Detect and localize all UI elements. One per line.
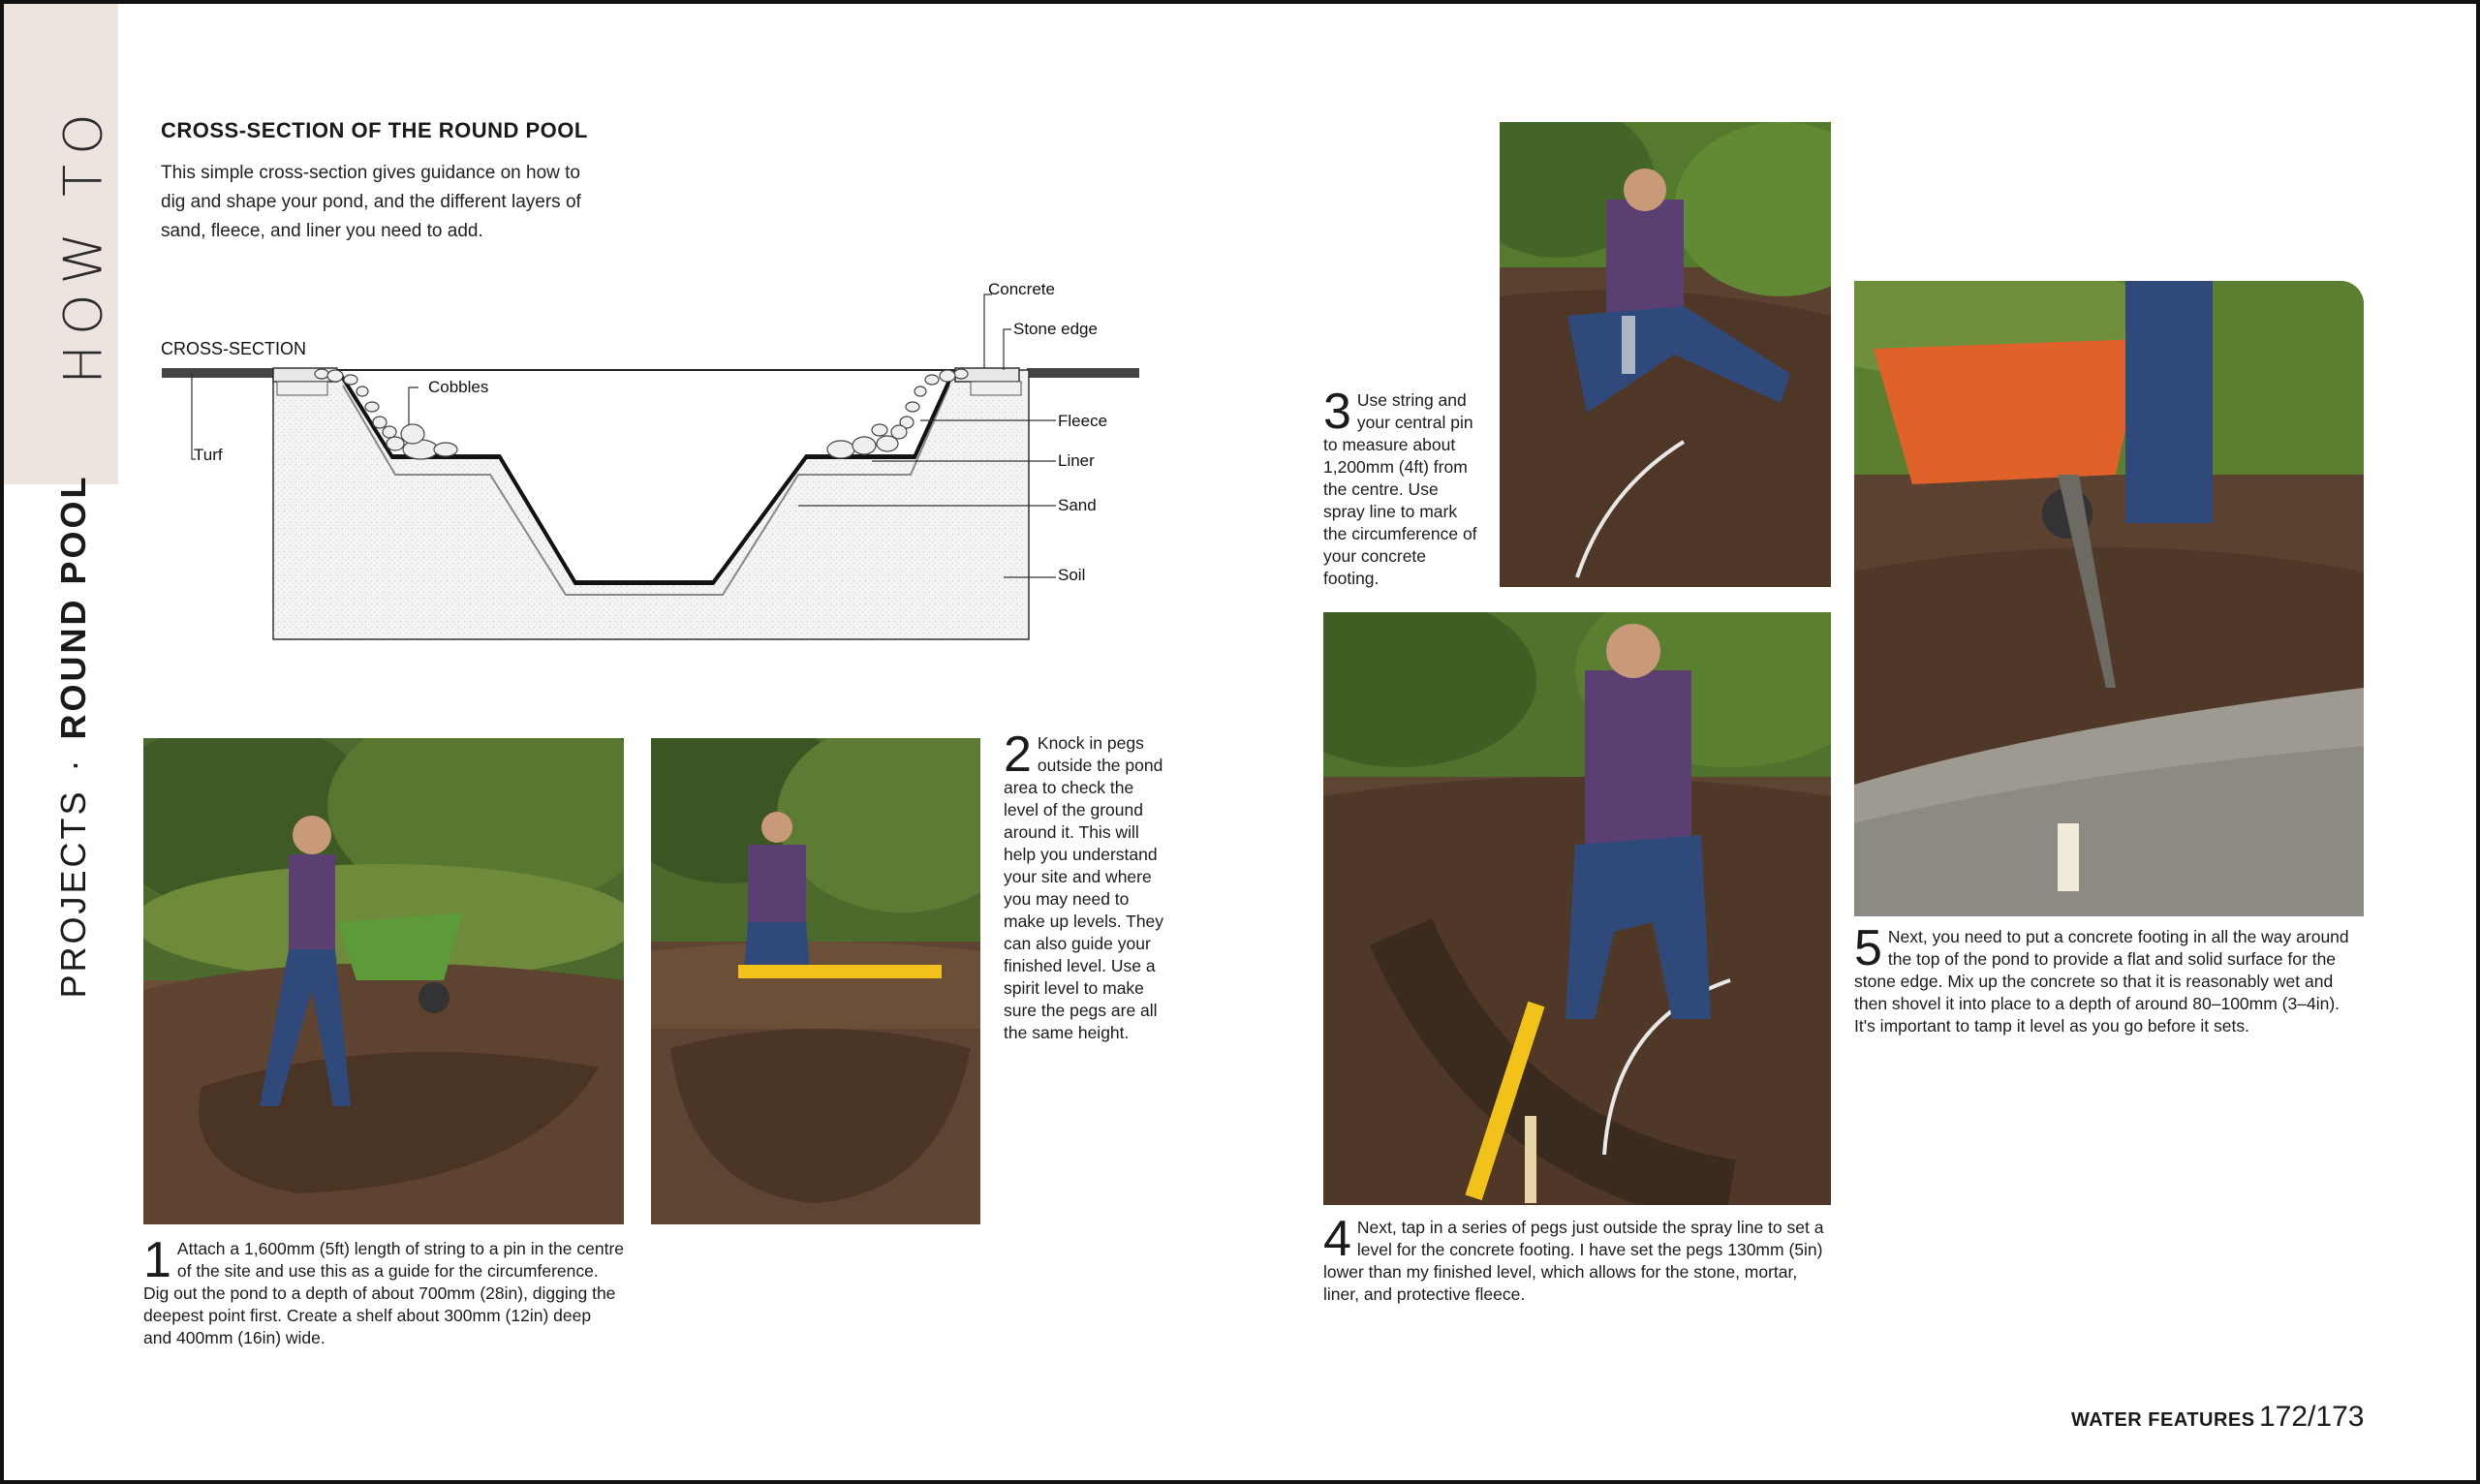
label-sand: Sand — [1058, 496, 1097, 514]
diagram-title: CROSS-SECTION — [161, 339, 307, 358]
label-soil: Soil — [1058, 566, 1086, 584]
step-number-1: 1 — [143, 1232, 171, 1288]
cross-section-diagram — [155, 271, 1162, 649]
turf-right — [1027, 368, 1139, 378]
photo-step-2 — [651, 738, 980, 1224]
step-text-2: Knock in pegs outside the pond area to check the level of the ground around it. This will help you understand your site and where you may need to make up levels. They can also guide your finished level. Use a spirit level to make sure the pegs are all the same height. — [1004, 733, 1164, 1042]
running-section: PROJECTS — [53, 788, 93, 999]
label-turf: Turf — [194, 446, 223, 464]
running-title: ROUND POOL — [53, 474, 93, 740]
caption-step-3 — [1323, 384, 1478, 590]
running-separator: · — [53, 757, 93, 772]
caption-step-5 — [1854, 920, 2364, 1037]
footer-section-label: WATER FEATURES — [2071, 1409, 2255, 1431]
caption-step-2 — [1004, 727, 1166, 1044]
label-fleece: Fleece — [1058, 412, 1108, 430]
running-head — [53, 474, 94, 998]
photo-step-5 — [1854, 281, 2364, 916]
step-text-1: Attach a 1,600mm (5ft) length of string to a pin in the centre of the site and use this as a guide for the circumference. Dig out the pond to a depth of about 700mm (28in), digging the deepest point first. Create a shelf about 300mm (12in) deep and 400mm (16in) wide. — [143, 1239, 625, 1347]
label-stone-edge: Stone edge — [1013, 320, 1098, 338]
photo-step-1 — [143, 738, 624, 1224]
page-numbers: 172/173 — [2259, 1401, 2365, 1433]
step-text-3: Use string and your central pin to measure about 1,200mm (4ft) from the centre. Use spray line to mark the circumference of your concrete footing. — [1323, 390, 1477, 588]
label-liner: Liner — [1058, 451, 1095, 470]
step-number-4: 4 — [1323, 1211, 1351, 1267]
step-text-5: Next, you need to put a concrete footing in all the way around the top of the pond to provide a flat and solid surface for the stone edge. Mix up the concrete so that it is reasonably wet and then shovel it into place to a depth of around 80–100mm (3–4in). It's important to tamp it level as you go before it sets. — [1854, 927, 2349, 1036]
step-number-3: 3 — [1323, 384, 1351, 440]
photo-step-4 — [1323, 612, 1831, 1205]
caption-step-4 — [1323, 1211, 1831, 1306]
label-cobbles: Cobbles — [428, 378, 489, 396]
footing-left — [277, 382, 327, 395]
how-to-label: HOW TO — [52, 104, 114, 385]
turf-left — [162, 368, 278, 378]
cross-section-heading: CROSS-SECTION OF THE ROUND POOL — [161, 118, 588, 142]
step-number-5: 5 — [1854, 920, 1882, 976]
footing-right — [971, 382, 1021, 395]
photo-step-3 — [1500, 122, 1831, 587]
step-number-2: 2 — [1004, 727, 1032, 783]
step-text-4: Next, tap in a series of pegs just outside the spray line to set a level for the concrete footing. I have set the pegs 130mm (5in) lower than my finished level, which allows for the stone, mortar, liner, and protective fleece. — [1323, 1218, 1824, 1304]
caption-step-1 — [143, 1232, 625, 1349]
cross-section-intro: This simple cross-section gives guidance on how to dig and shape your pond, and the different layers of sand, fleece, and liner you need to add. — [161, 163, 581, 241]
label-concrete: Concrete — [988, 280, 1055, 298]
